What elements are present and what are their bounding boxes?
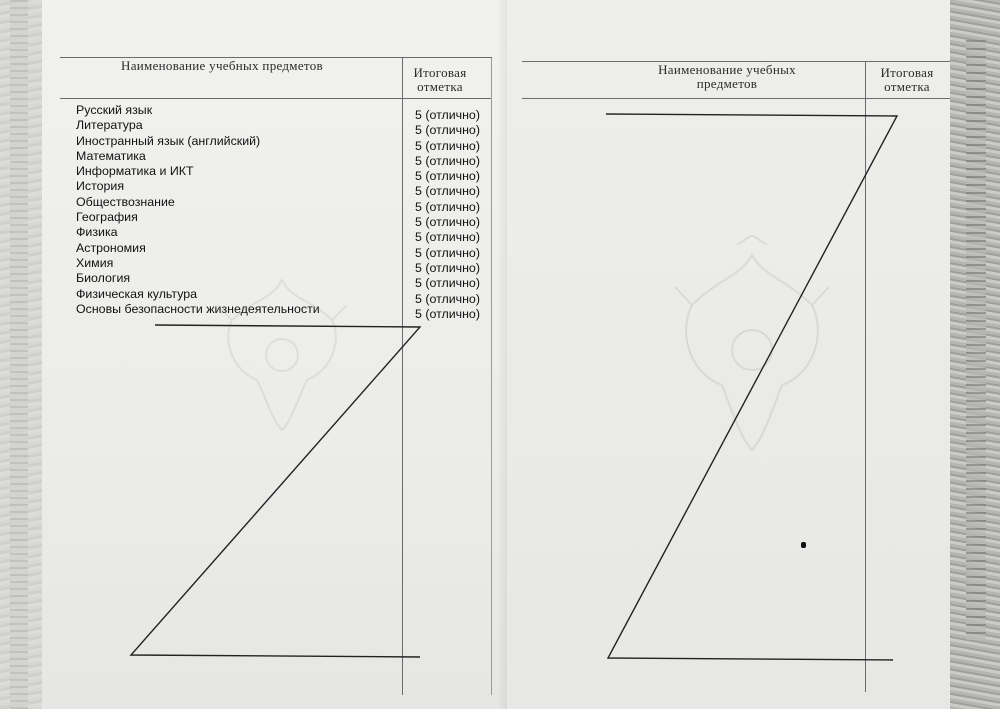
subject-grade: 5 (отлично) — [415, 123, 480, 138]
left-z-cancel-mark — [131, 325, 420, 657]
subject-grade: 5 (отлично) — [415, 215, 480, 230]
subject-grade: 5 (отлично) — [415, 199, 480, 214]
subject-name: Физика — [76, 225, 118, 240]
subject-grade: 5 (отлично) — [415, 169, 480, 184]
subject-grade: 5 (отлично) — [415, 153, 480, 168]
subject-grade: 5 (отлично) — [415, 291, 480, 306]
grade-column-header: Итоговая отметка — [880, 65, 934, 94]
grade-column-header: Итоговая отметка — [413, 65, 467, 94]
subject-name: Основы безопасности жизнедеятельности — [76, 301, 320, 316]
subject-name: Химия — [76, 255, 114, 270]
right-z-cancel-mark — [606, 114, 897, 660]
subject-name: Обществознание — [76, 194, 175, 209]
subject-name: Информатика и ИКТ — [76, 164, 194, 179]
subject-name: Иностранный язык (английский) — [76, 133, 261, 148]
subject-column-header: Наименование учебных предметов — [658, 62, 796, 91]
subject-grade: 5 (отлично) — [415, 260, 480, 275]
subject-grade: 5 (отлично) — [415, 276, 480, 291]
subject-name: Физическая культура — [76, 286, 198, 301]
subject-name: Литература — [76, 118, 143, 133]
subject-grade: 5 (отлично) — [415, 230, 480, 245]
subject-name: Русский язык — [76, 103, 153, 117]
subject-grade: 5 (отлично) — [415, 306, 480, 321]
subject-name: Астрономия — [76, 240, 146, 255]
subject-name: Математика — [76, 148, 146, 163]
subject-column-header: Наименование учебных предметов — [121, 58, 323, 73]
subject-name: История — [76, 179, 125, 194]
subject-name: Биология — [76, 271, 131, 286]
subject-grade: 5 (отлично) — [415, 138, 480, 153]
subject-grade: 5 (отлично) — [415, 184, 480, 199]
subject-name: География — [76, 210, 138, 225]
subject-grade: 5 (отлично) — [415, 108, 480, 122]
subject-grade: 5 (отлично) — [415, 245, 480, 260]
